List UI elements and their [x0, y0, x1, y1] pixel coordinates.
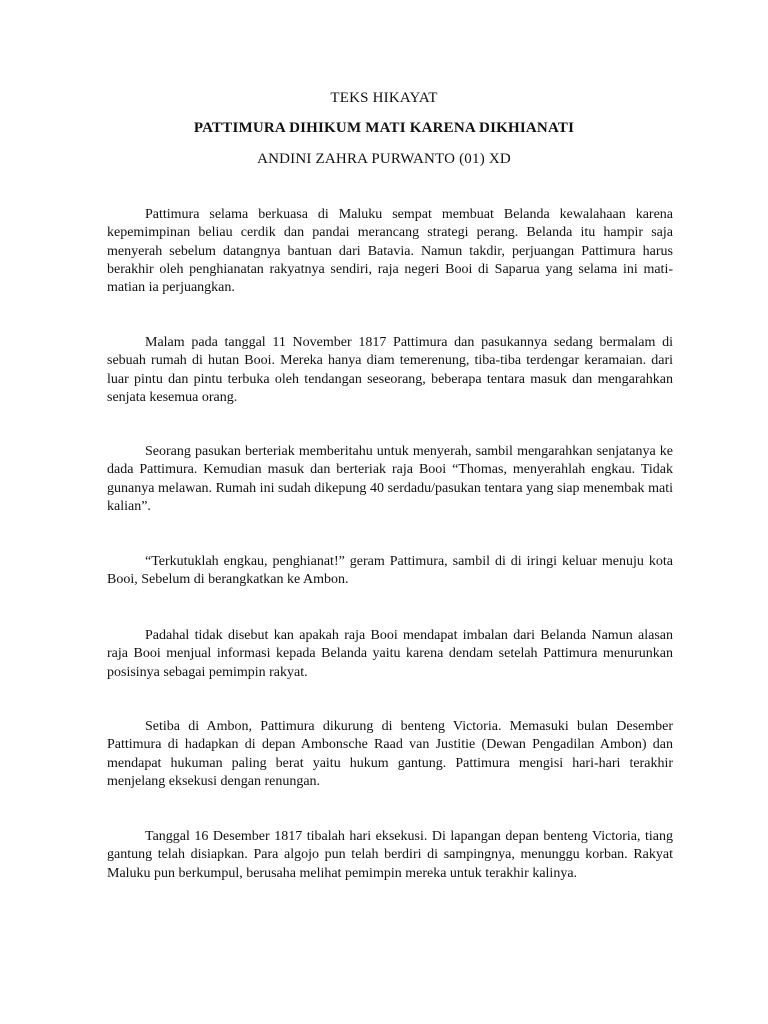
paragraph-6: Setiba di Ambon, Pattimura dikurung di benteng Victoria. Memasuki bulan Desember Pattimura di hadapkan di depan Ambonsche Raad van Justitie (Dewan Pengadilan Ambon) dan mendapat hukuman paling berat yaitu hukum gantung. Pattimura mengisi hari-hari terakhir menjelang eksekusi dengan renungan. [107, 719, 673, 789]
document-author: ANDINI ZAHRA PURWANTO (01) XD [257, 151, 511, 167]
paragraph-1: Pattimura selama berkuasa di Maluku sempat membuat Belanda kewalahaan karena kepemimpinan beliau cerdik dan pandai merancang strategi perang. Belanda itu hampir saja menyerah sebelum datangnya bantuan dari Batavia. Namun takdir, perjuangan Pattimura harus berakhir oleh penghianatan rakyatnya sendiri, raja negeri Booi di Saparua yang selama ini mati-matian ia perjuangkan. [107, 207, 673, 296]
paragraph-5: Padahal tidak disebut kan apakah raja Booi mendapat imbalan dari Belanda Namun alasan raja Booi menjual informasi kepada Belanda yaitu karena dendam setelah Pattimura menurunkan posisinya sebagai pemimpin rakyat. [107, 628, 673, 680]
paragraph-7: Tanggal 16 Desember 1817 tibalah hari eksekusi. Di lapangan depan benteng Victoria, tiang gantung telah disiapkan. Para algojo pun telah berdiri di sampingnya, menunggu korban. Rakyat Maluku pun berkumpul, berusaha melihat pemimpin mereka untuk terakhir kalinya. [107, 829, 673, 881]
paragraph-4: “Terkutuklah engkau, penghianat!” geram Pattimura, sambil di di iringi keluar menuju kota Booi, Sebelum di berangkatkan ke Ambon. [107, 554, 673, 588]
document-subtitle: PATTIMURA DIHIKUM MATI KARENA DIKHIANATI [193, 120, 575, 136]
document-title: TEKS HIKAYAT [330, 90, 438, 106]
paragraph-2: Malam pada tanggal 11 November 1817 Pattimura dan pasukannya sedang bermalam di sebuah rumah di hutan Booi. Mereka hanya diam temerenung, tiba-tiba terdengar keramaian. dari luar pintu dan pintu terbuka oleh tendangan seseorang, beberapa tentara masuk dan mengarahkan senjata kesemua orang. [107, 335, 673, 405]
paragraph-3: Seorang pasukan berteriak memberitahu untuk menyerah, sambil mengarahkan senjatanya ke dada Pattimura. Kemudian masuk dan berteriak raja Booi “Thomas, menyerahlah engkau. Tidak gunanya melawan. Rumah ini sudah dikepung 40 serdadu/pasukan tentara yang siap menembak mati kalian”. [107, 444, 673, 514]
